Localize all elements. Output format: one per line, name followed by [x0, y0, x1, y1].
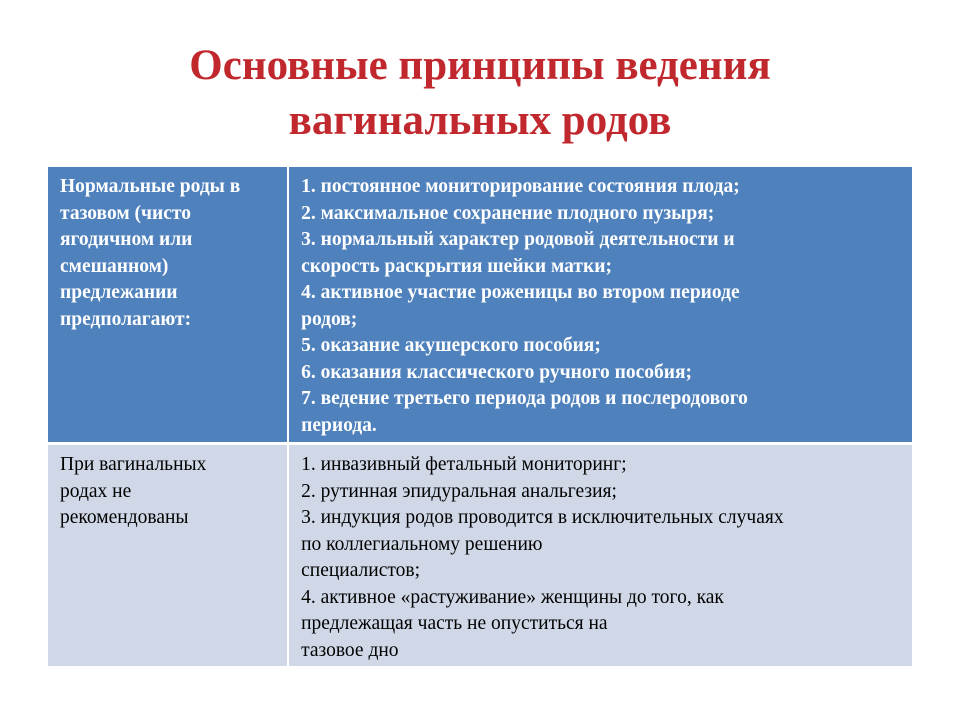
- label-line: Нормальные роды в: [60, 176, 241, 197]
- label-line: предлежании: [60, 282, 178, 303]
- content-line: тазовое дно: [301, 639, 399, 661]
- table-row: [48, 444, 912, 667]
- content-line: 1. постоянное мониторирование состояния плода;: [301, 176, 740, 197]
- principles-table: [48, 167, 912, 666]
- label-line: родах не: [60, 480, 132, 502]
- label-line: смешанном): [60, 255, 169, 277]
- content-line: 2. максимальное сохранение плодного пузыря;: [301, 202, 715, 224]
- label-line: При вагинальных: [60, 454, 207, 475]
- label-line: тазовом (чисто: [60, 202, 191, 224]
- row-label-cell: [48, 167, 288, 444]
- table-row: [48, 167, 912, 444]
- content-line: предлежащая часть не опуститься на: [301, 613, 608, 634]
- label-line: ягодичном или: [60, 229, 193, 250]
- content-line: 5. оказание акушерского пособия;: [301, 335, 601, 356]
- content-line: 2. рутинная эпидуральная анальгезия;: [301, 480, 617, 502]
- content-line: 1. инвазивный фетальный мониторинг;: [301, 454, 627, 475]
- content-line: 7. ведение третьего периода родов и послеродового: [301, 388, 748, 409]
- content-line: 4. активное участие роженицы во втором периоде: [301, 282, 740, 303]
- content-line: скорость раскрытия шейки матки;: [301, 255, 612, 277]
- content-line: специалистов;: [301, 560, 421, 581]
- row-label-cell: [48, 444, 288, 667]
- content-line: родов;: [301, 308, 358, 330]
- content-line: 3. нормальный характер родовой деятельности и: [301, 229, 735, 250]
- content-line: 6. оказания классического ручного пособия;: [301, 361, 693, 383]
- label-line: рекомендованы: [60, 507, 189, 528]
- slide-title: [0, 38, 960, 148]
- row-content-cell: [288, 444, 912, 667]
- title-line-1: Основные принципы ведения: [189, 42, 771, 89]
- row-content-cell: [288, 167, 912, 444]
- label-line: предполагают:: [60, 308, 192, 330]
- content-line: 3. индукция родов проводится в исключительных случаях: [301, 507, 784, 528]
- content-line: по коллегиальному решению: [301, 533, 543, 555]
- title-line-2: вагинальных родов: [288, 97, 672, 144]
- content-line: периода.: [301, 414, 377, 436]
- content-line: 4. активное «растуживание» женщины до того, как: [301, 586, 724, 608]
